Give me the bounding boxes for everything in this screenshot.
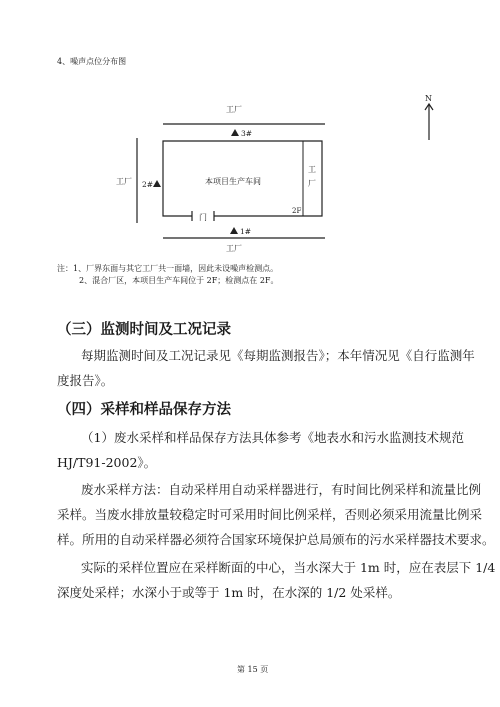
top-factory-label: 工厂 [226, 105, 242, 114]
point-1-triangle-icon [230, 227, 238, 234]
bottom-factory-label: 工厂 [226, 244, 242, 253]
note-line-2: 2、混合厂区，本项目生产车间位于 2F；检测点在 2F。 [79, 276, 279, 285]
section-4-para-2-line-3: 样。所用的自动采样器必须符合国家环境保护总局颁布的污水采样器技术要求。 [57, 532, 495, 547]
section-4-para-2-line-2: 采样。当废水排放量较稳定时可采用时间比例采样，否则必须采用流量比例采 [57, 507, 483, 522]
floor-label: 2F [292, 207, 302, 215]
section-4-para-3-line-2: 深度处采样；水深小于或等于 1m 时，在水深的 1/2 处采样。 [57, 585, 401, 600]
section-3-para-line-2: 度报告》。 [57, 373, 114, 388]
point-2-label: 2# [142, 180, 154, 189]
right-factory-label-1: 工 [308, 165, 316, 174]
building-label: 本项目生产车间 [205, 177, 261, 186]
section-4-para-3-line-1: 实际的采样位置应在采样断面的中心，当水深大于 1m 时，应在表层下 1/4 [81, 560, 496, 575]
point-3-triangle-icon [231, 129, 239, 136]
point-3-label: 3# [241, 129, 253, 138]
note-line-1: 注：1、厂界东面与其它工厂共一面墙，因此未设噪声检测点。 [57, 264, 279, 273]
section-4-para-1-line-2: HJ/T91-2002》。 [57, 455, 157, 470]
right-factory-label-2: 厂 [308, 179, 316, 188]
north-label: N [425, 94, 432, 103]
gate-label: 门 [199, 213, 207, 222]
section-4-heading: （四）采样和样品保存方法 [57, 402, 231, 418]
diagram-title: 4、噪声点位分布图 [57, 57, 127, 66]
section-3-heading: （三）监测时间及工况记录 [57, 322, 231, 338]
section-4-para-2-line-1: 废水采样方法：自动采样用自动采样器进行，有时间比例采样和流量比例 [81, 482, 482, 497]
north-arrow-icon [425, 104, 433, 140]
point-1-label: 1# [240, 227, 252, 236]
point-2-triangle-icon [153, 180, 161, 187]
noise-point-diagram [0, 0, 500, 300]
page-number: 第 15 页 [237, 665, 269, 674]
section-4-para-1-line-1: （1）废水采样和样品保存方法具体参考《地表水和污水监测技术规范 [81, 430, 464, 445]
section-3-para-line-1: 每期监测时间及工况记录见《每期监测报告》；本年情况见《自行监测年 [81, 348, 475, 363]
left-factory-label: 工厂 [116, 177, 132, 186]
